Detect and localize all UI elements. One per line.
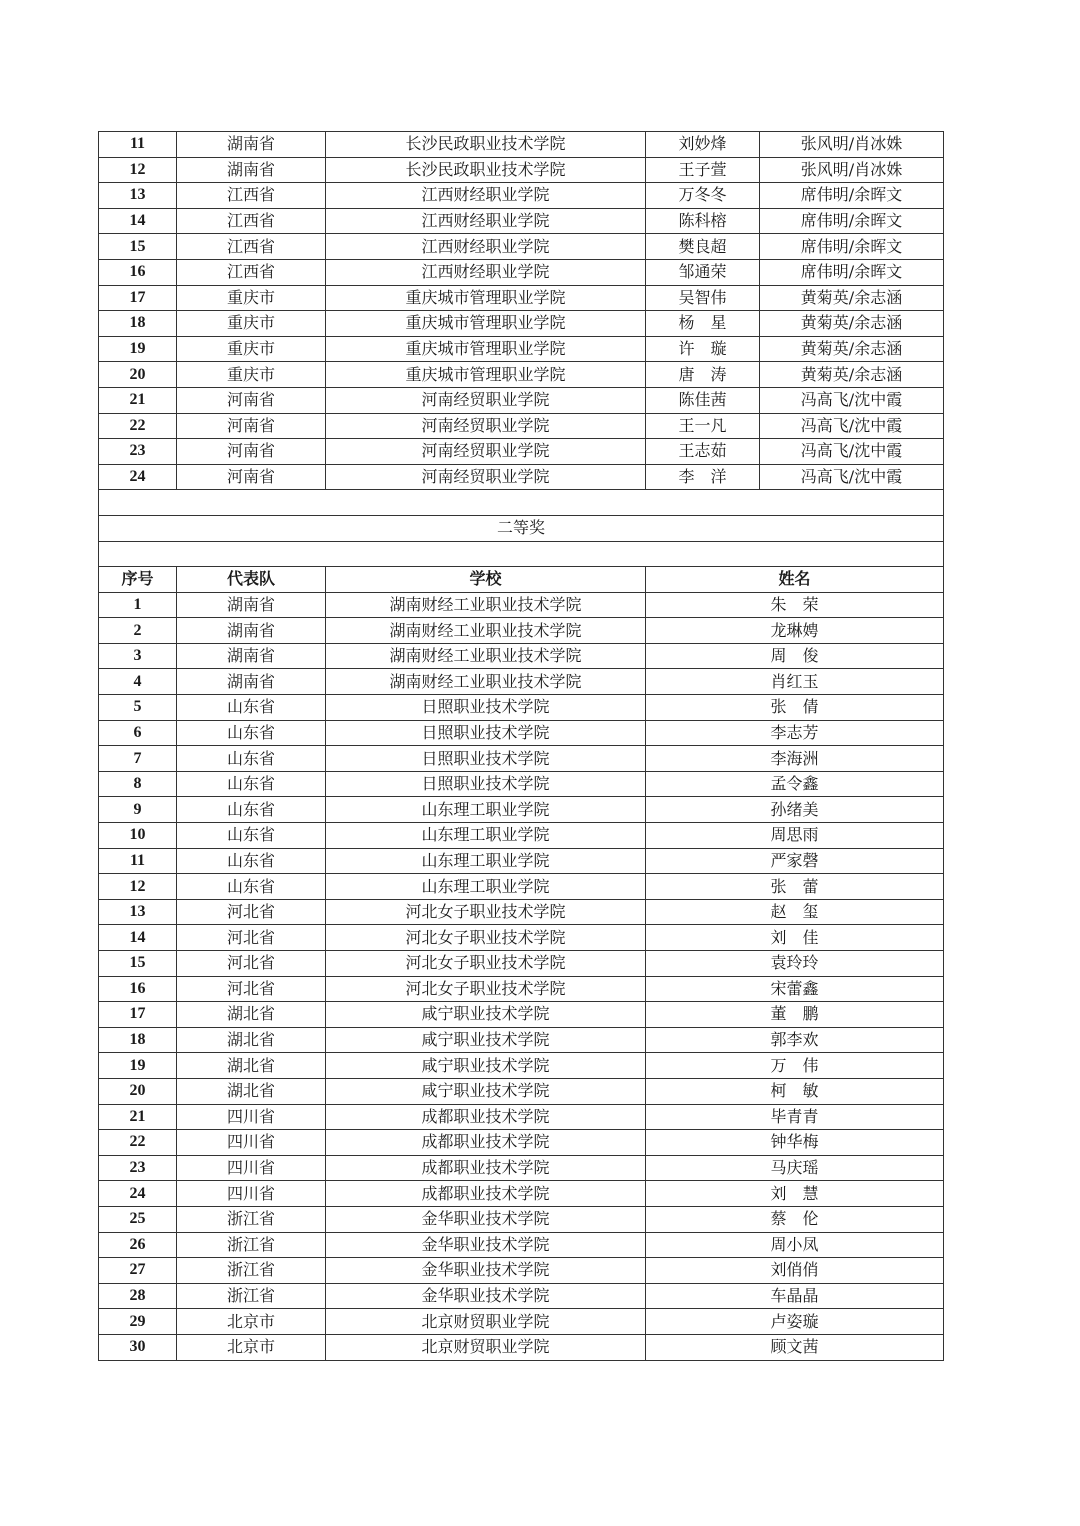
table-row — [99, 157, 944, 183]
team-cell: 河南省 — [177, 387, 326, 413]
table-row — [99, 234, 944, 260]
team-cell: 山东省 — [177, 720, 326, 746]
name-cell: 李海洲 — [646, 746, 944, 772]
table-row — [99, 183, 944, 209]
school-cell: 湖南财经工业职业技术学院 — [326, 643, 646, 669]
team-cell: 浙江省 — [177, 1258, 326, 1284]
school-cell: 重庆城市管理职业学院 — [326, 336, 646, 362]
school-cell: 重庆城市管理职业学院 — [326, 285, 646, 311]
row-number: 14 — [99, 925, 177, 951]
team-cell: 湖南省 — [177, 132, 326, 158]
row-number: 24 — [99, 1181, 177, 1207]
row-number: 16 — [99, 976, 177, 1002]
school-cell: 江西财经职业学院 — [326, 259, 646, 285]
row-number: 18 — [99, 311, 177, 337]
row-number: 30 — [99, 1334, 177, 1360]
school-cell: 日照职业技术学院 — [326, 720, 646, 746]
table-row — [99, 1053, 944, 1079]
header-name: 姓名 — [646, 567, 944, 593]
school-cell: 重庆城市管理职业学院 — [326, 362, 646, 388]
name-cell: 蔡 伦 — [646, 1206, 944, 1232]
team-cell: 湖北省 — [177, 1027, 326, 1053]
advisor-cell: 黄菊英/余志涵 — [760, 285, 944, 311]
table-row — [99, 132, 944, 158]
school-cell: 成都职业技术学院 — [326, 1130, 646, 1156]
team-cell: 四川省 — [177, 1104, 326, 1130]
table-row — [99, 899, 944, 925]
name-cell: 樊良超 — [646, 234, 760, 260]
school-cell: 河北女子职业技术学院 — [326, 951, 646, 977]
name-cell: 唐 涛 — [646, 362, 760, 388]
row-number: 12 — [99, 157, 177, 183]
advisor-cell: 席伟明/余晖文 — [760, 259, 944, 285]
row-number: 22 — [99, 1130, 177, 1156]
section-title-row — [99, 515, 944, 541]
row-number: 23 — [99, 439, 177, 465]
table-row — [99, 1027, 944, 1053]
school-cell: 江西财经职业学院 — [326, 234, 646, 260]
team-cell: 江西省 — [177, 234, 326, 260]
team-cell: 重庆市 — [177, 362, 326, 388]
name-cell: 朱 荣 — [646, 592, 944, 618]
team-cell: 山东省 — [177, 695, 326, 721]
advisor-cell: 席伟明/余晖文 — [760, 183, 944, 209]
team-cell: 湖北省 — [177, 1002, 326, 1028]
name-cell: 刘俏俏 — [646, 1258, 944, 1284]
team-cell: 北京市 — [177, 1309, 326, 1335]
advisor-cell: 黄菊英/余志涵 — [760, 311, 944, 337]
table-row — [99, 1181, 944, 1207]
advisor-cell: 黄菊英/余志涵 — [760, 336, 944, 362]
school-cell: 江西财经职业学院 — [326, 183, 646, 209]
table-row — [99, 1130, 944, 1156]
team-cell: 河北省 — [177, 899, 326, 925]
table-row — [99, 1206, 944, 1232]
row-number: 9 — [99, 797, 177, 823]
name-cell: 杨 星 — [646, 311, 760, 337]
row-number: 20 — [99, 362, 177, 388]
table-row — [99, 951, 944, 977]
table-row — [99, 1078, 944, 1104]
row-number: 14 — [99, 208, 177, 234]
row-number: 19 — [99, 336, 177, 362]
team-cell: 河北省 — [177, 925, 326, 951]
team-cell: 湖南省 — [177, 157, 326, 183]
row-number: 2 — [99, 618, 177, 644]
name-cell: 钟华梅 — [646, 1130, 944, 1156]
school-cell: 成都职业技术学院 — [326, 1104, 646, 1130]
team-cell: 河南省 — [177, 413, 326, 439]
team-cell: 山东省 — [177, 848, 326, 874]
school-cell: 河南经贸职业学院 — [326, 387, 646, 413]
name-cell: 赵 玺 — [646, 899, 944, 925]
row-number: 22 — [99, 413, 177, 439]
table-row — [99, 874, 944, 900]
advisor-cell: 张风明/肖冰姝 — [760, 132, 944, 158]
team-cell: 浙江省 — [177, 1206, 326, 1232]
school-cell: 金华职业技术学院 — [326, 1206, 646, 1232]
table-row — [99, 1309, 944, 1335]
name-cell: 龙琳娉 — [646, 618, 944, 644]
row-number: 10 — [99, 823, 177, 849]
team-cell: 山东省 — [177, 823, 326, 849]
first-prize-rows — [99, 132, 944, 490]
team-cell: 湖南省 — [177, 643, 326, 669]
name-cell: 周小凤 — [646, 1232, 944, 1258]
school-cell: 咸宁职业技术学院 — [326, 1002, 646, 1028]
name-cell: 张 倩 — [646, 695, 944, 721]
row-number: 17 — [99, 1002, 177, 1028]
advisor-cell: 冯高飞/沈中霞 — [760, 413, 944, 439]
name-cell: 许 璇 — [646, 336, 760, 362]
school-cell: 江西财经职业学院 — [326, 208, 646, 234]
school-cell: 湖南财经工业职业技术学院 — [326, 618, 646, 644]
name-cell: 王一凡 — [646, 413, 760, 439]
school-cell: 日照职业技术学院 — [326, 771, 646, 797]
table-row — [99, 797, 944, 823]
table-row — [99, 720, 944, 746]
row-number: 1 — [99, 592, 177, 618]
table-row — [99, 1283, 944, 1309]
table-row — [99, 771, 944, 797]
row-number: 18 — [99, 1027, 177, 1053]
table-row — [99, 669, 944, 695]
team-cell: 河北省 — [177, 976, 326, 1002]
team-cell: 河北省 — [177, 951, 326, 977]
row-number: 8 — [99, 771, 177, 797]
table-row — [99, 643, 944, 669]
name-cell: 吴智伟 — [646, 285, 760, 311]
row-number: 16 — [99, 259, 177, 285]
row-number: 27 — [99, 1258, 177, 1284]
school-cell: 长沙民政职业技术学院 — [326, 157, 646, 183]
advisor-cell: 席伟明/余晖文 — [760, 234, 944, 260]
name-cell: 孟令鑫 — [646, 771, 944, 797]
row-number: 13 — [99, 899, 177, 925]
school-cell: 山东理工职业学院 — [326, 823, 646, 849]
header-team: 代表队 — [177, 567, 326, 593]
row-number: 20 — [99, 1078, 177, 1104]
team-cell: 湖南省 — [177, 592, 326, 618]
school-cell: 河北女子职业技术学院 — [326, 899, 646, 925]
team-cell: 山东省 — [177, 874, 326, 900]
row-number: 15 — [99, 234, 177, 260]
table-row — [99, 464, 944, 490]
team-cell: 湖北省 — [177, 1078, 326, 1104]
spacer-row — [99, 541, 944, 567]
name-cell: 董 鹏 — [646, 1002, 944, 1028]
name-cell: 陈科榕 — [646, 208, 760, 234]
row-number: 29 — [99, 1309, 177, 1335]
school-cell: 重庆城市管理职业学院 — [326, 311, 646, 337]
team-cell: 四川省 — [177, 1130, 326, 1156]
table-row — [99, 1258, 944, 1284]
name-cell: 袁玲玲 — [646, 951, 944, 977]
team-cell: 浙江省 — [177, 1283, 326, 1309]
table-row — [99, 439, 944, 465]
row-number: 23 — [99, 1155, 177, 1181]
name-cell: 刘 慧 — [646, 1181, 944, 1207]
name-cell: 顾文茜 — [646, 1334, 944, 1360]
team-cell: 江西省 — [177, 183, 326, 209]
section-title: 二等奖 — [99, 515, 944, 541]
table-row — [99, 746, 944, 772]
school-cell: 河南经贸职业学院 — [326, 439, 646, 465]
name-cell: 李 洋 — [646, 464, 760, 490]
second-prize-section — [99, 490, 944, 592]
school-cell: 咸宁职业技术学院 — [326, 1053, 646, 1079]
row-number: 17 — [99, 285, 177, 311]
table-row — [99, 592, 944, 618]
name-cell: 李志芳 — [646, 720, 944, 746]
school-cell: 河北女子职业技术学院 — [326, 976, 646, 1002]
advisor-cell: 冯高飞/沈中霞 — [760, 387, 944, 413]
school-cell: 金华职业技术学院 — [326, 1258, 646, 1284]
team-cell: 江西省 — [177, 208, 326, 234]
team-cell: 浙江省 — [177, 1232, 326, 1258]
advisor-cell: 黄菊英/余志涵 — [760, 362, 944, 388]
row-number: 24 — [99, 464, 177, 490]
table-row — [99, 925, 944, 951]
row-number: 21 — [99, 387, 177, 413]
school-cell: 咸宁职业技术学院 — [326, 1027, 646, 1053]
name-cell: 周 俊 — [646, 643, 944, 669]
name-cell: 王志茹 — [646, 439, 760, 465]
team-cell: 湖北省 — [177, 1053, 326, 1079]
school-cell: 日照职业技术学院 — [326, 695, 646, 721]
row-number: 21 — [99, 1104, 177, 1130]
table-row — [99, 976, 944, 1002]
table-row — [99, 1104, 944, 1130]
name-cell: 马庆瑶 — [646, 1155, 944, 1181]
header-school: 学校 — [326, 567, 646, 593]
table-row — [99, 618, 944, 644]
school-cell: 北京财贸职业学院 — [326, 1309, 646, 1335]
school-cell: 成都职业技术学院 — [326, 1155, 646, 1181]
table-row — [99, 1155, 944, 1181]
row-number: 5 — [99, 695, 177, 721]
name-cell: 严家磬 — [646, 848, 944, 874]
table-row — [99, 285, 944, 311]
name-cell: 毕青青 — [646, 1104, 944, 1130]
school-cell: 咸宁职业技术学院 — [326, 1078, 646, 1104]
team-cell: 山东省 — [177, 771, 326, 797]
advisor-cell: 席伟明/余晖文 — [760, 208, 944, 234]
row-number: 19 — [99, 1053, 177, 1079]
row-number: 7 — [99, 746, 177, 772]
name-cell: 肖红玉 — [646, 669, 944, 695]
name-cell: 万 伟 — [646, 1053, 944, 1079]
row-number: 28 — [99, 1283, 177, 1309]
row-number: 4 — [99, 669, 177, 695]
school-cell: 长沙民政职业技术学院 — [326, 132, 646, 158]
advisor-cell: 冯高飞/沈中霞 — [760, 439, 944, 465]
header-row — [99, 567, 944, 593]
team-cell: 湖南省 — [177, 618, 326, 644]
table-row — [99, 1002, 944, 1028]
table-row — [99, 259, 944, 285]
row-number: 11 — [99, 848, 177, 874]
table-row — [99, 208, 944, 234]
school-cell: 河南经贸职业学院 — [326, 464, 646, 490]
table-row — [99, 387, 944, 413]
school-cell: 金华职业技术学院 — [326, 1232, 646, 1258]
advisor-cell: 张风明/肖冰姝 — [760, 157, 944, 183]
school-cell: 北京财贸职业学院 — [326, 1334, 646, 1360]
table-row — [99, 311, 944, 337]
name-cell: 刘 佳 — [646, 925, 944, 951]
school-cell: 山东理工职业学院 — [326, 874, 646, 900]
advisor-cell: 冯高飞/沈中霞 — [760, 464, 944, 490]
team-cell: 四川省 — [177, 1155, 326, 1181]
name-cell: 柯 敏 — [646, 1078, 944, 1104]
team-cell: 河南省 — [177, 439, 326, 465]
name-cell: 邹通荣 — [646, 259, 760, 285]
team-cell: 山东省 — [177, 797, 326, 823]
row-number: 15 — [99, 951, 177, 977]
table-row — [99, 848, 944, 874]
second-prize-rows — [99, 592, 944, 1360]
school-cell: 河南经贸职业学院 — [326, 413, 646, 439]
team-cell: 四川省 — [177, 1181, 326, 1207]
name-cell: 万冬冬 — [646, 183, 760, 209]
school-cell: 成都职业技术学院 — [326, 1181, 646, 1207]
table-row — [99, 336, 944, 362]
school-cell: 日照职业技术学院 — [326, 746, 646, 772]
team-cell: 重庆市 — [177, 285, 326, 311]
team-cell: 重庆市 — [177, 336, 326, 362]
row-number: 13 — [99, 183, 177, 209]
row-number: 12 — [99, 874, 177, 900]
row-number: 6 — [99, 720, 177, 746]
team-cell: 河南省 — [177, 464, 326, 490]
team-cell: 重庆市 — [177, 311, 326, 337]
school-cell: 湖南财经工业职业技术学院 — [326, 592, 646, 618]
row-number: 26 — [99, 1232, 177, 1258]
name-cell: 郭李欢 — [646, 1027, 944, 1053]
spacer-row — [99, 490, 944, 516]
table-row — [99, 823, 944, 849]
row-number: 3 — [99, 643, 177, 669]
row-number: 11 — [99, 132, 177, 158]
school-cell: 金华职业技术学院 — [326, 1283, 646, 1309]
name-cell: 孙绪美 — [646, 797, 944, 823]
name-cell: 陈佳茜 — [646, 387, 760, 413]
name-cell: 刘妙烽 — [646, 132, 760, 158]
team-cell: 山东省 — [177, 746, 326, 772]
table-row — [99, 1232, 944, 1258]
school-cell: 河北女子职业技术学院 — [326, 925, 646, 951]
school-cell: 山东理工职业学院 — [326, 797, 646, 823]
team-cell: 江西省 — [177, 259, 326, 285]
name-cell: 周思雨 — [646, 823, 944, 849]
name-cell: 张 蕾 — [646, 874, 944, 900]
table-row — [99, 413, 944, 439]
name-cell: 王子萱 — [646, 157, 760, 183]
team-cell: 北京市 — [177, 1334, 326, 1360]
table-row — [99, 695, 944, 721]
header-no: 序号 — [99, 567, 177, 593]
name-cell: 车晶晶 — [646, 1283, 944, 1309]
table-row — [99, 1334, 944, 1360]
school-cell: 湖南财经工业职业技术学院 — [326, 669, 646, 695]
school-cell: 山东理工职业学院 — [326, 848, 646, 874]
name-cell: 卢姿璇 — [646, 1309, 944, 1335]
table-row — [99, 362, 944, 388]
team-cell: 湖南省 — [177, 669, 326, 695]
name-cell: 宋蕾鑫 — [646, 976, 944, 1002]
award-table — [98, 131, 944, 1361]
row-number: 25 — [99, 1206, 177, 1232]
